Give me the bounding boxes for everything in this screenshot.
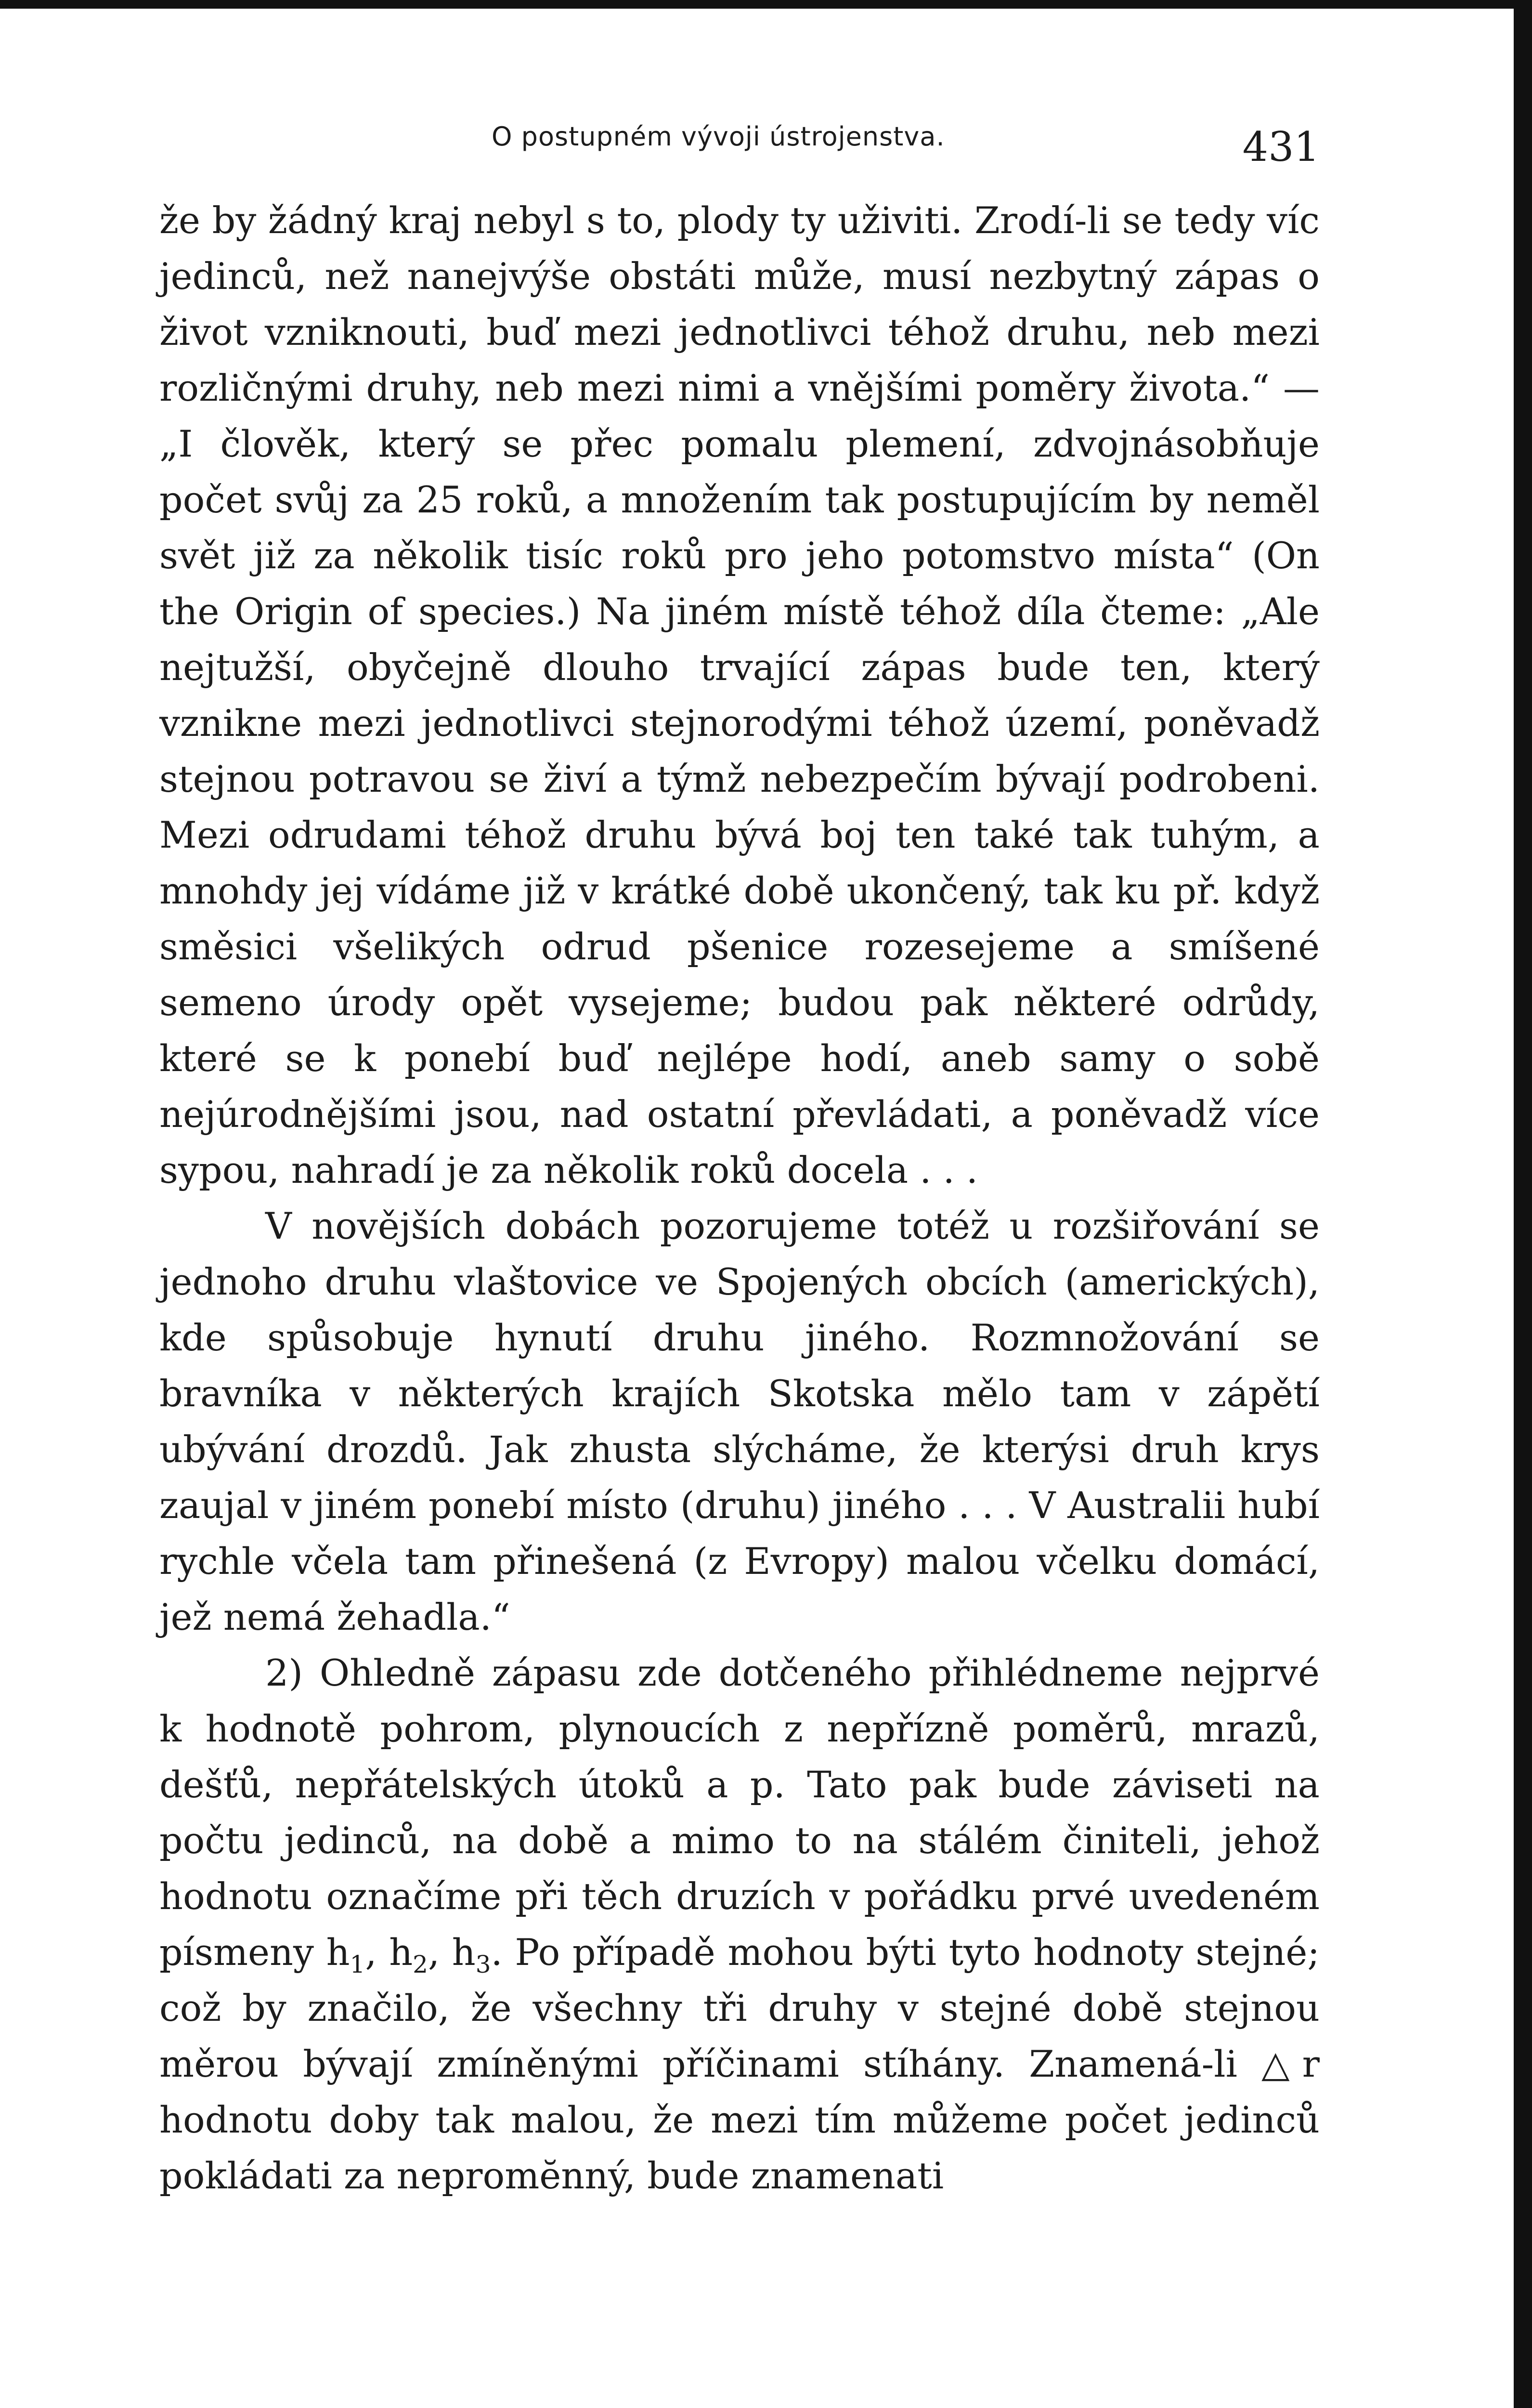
running-title: O postupném vývoji ústrojenstva.	[492, 121, 945, 152]
paragraph-3-part-3: hodnotu doby tak malou, že mezi tím můžeme počet jedinců pokládati za nepromĕnný, bude znamenati	[159, 2098, 1320, 2197]
paragraph-2: V novějších dobách pozorujeme totéž u rozšiřování se jednoho druhu vlaštovice ve Spojených obcích (amerických), kde spůsobuje hynutí druhu jiného. Rozmnožování se bravníka v některých krajích Skotska mělo tam v zápětí ubývání drozdů. Jak zhusta slýcháme, že kterýsi druh krys zaujal v jiném ponebí místo (druhu) jiného . . . V Australii hubí rychle včela tam přinešená (z Evropy) malou včelku domácí, jež nemá žehadla.“	[159, 1204, 1320, 1638]
symbol-h3-letter: h	[452, 1931, 476, 1974]
delta-variable: r	[1302, 2042, 1320, 2085]
running-head	[159, 111, 1320, 193]
symbol-h2	[389, 1931, 428, 1979]
delta-r-symbol	[1261, 2042, 1320, 2085]
paragraph-3	[159, 1645, 1320, 2204]
body-text	[159, 193, 1320, 2204]
separator-2: ,	[428, 1931, 452, 1974]
page-number: 431	[1242, 123, 1320, 170]
symbol-h2-letter: h	[389, 1931, 413, 1974]
scan-edge-top	[0, 0, 1532, 9]
delta-icon: △	[1261, 2042, 1302, 2085]
paragraph-1: že by žádný kraj nebyl s to, plody ty uživiti. Zrodí-li se tedy víc jedinců, než nanejvýše obstáti může, musí nezbytný zápas o život vzniknouti, buď mezi jednotlivci téhož druhu, neb mezi rozličnými druhy, neb mezi nimi a vnějšími poměry života.“ — „I člověk, který se přec pomalu plemení, zdvojnásobňuje počet svůj za 25 roků, a množením tak postupujícím by neměl svět již za několik tisíc roků pro jeho potomstvo místa“ (On the Origin of species.) Na jiném místě téhož díla čteme: „Ale nejtužší, obyčejně dlouho trvající zápas bude ten, který vznikne mezi jednotlivci stejnorodými téhož území, poněvadž stejnou potravou se živí a týmž nebezpečím bývají podrobeni. Mezi odrudami téhož druhu bývá boj ten také tak tuhým, a mnohdy jej vídáme již v krátké době ukončený, tak ku př. když směsici všelikých odrud pšenice rozesejeme a smíšené semeno úrody opět vysejeme; budou pak některé odrůdy, které se k ponebí buď nejlépe hodí, aneb samy o sobě nejúrodnějšími jsou, nad ostatní převládati, a poněvadž více sypou, nahradí je za několik roků docela . . .	[159, 199, 1320, 1191]
symbol-h1-subscript: 1	[350, 1950, 365, 1979]
book-page	[159, 111, 1320, 2204]
symbol-h1-letter: h	[326, 1931, 350, 1974]
paragraph-3-part-1: 2) Ohledně zápasu zde dotčeného přihlédneme nejprvé k hodnotě pohrom, plynoucích z nepřízně poměrů, mrazů, dešťů, nepřátelských útoků a p. Tato pak bude záviseti na počtu jedinců, na době a mimo to na stálém činiteli, jehož hodnotu označíme při těch druzích v pořádku prvé uvedeném písmeny	[159, 1651, 1320, 1974]
separator-1: ,	[365, 1931, 389, 1974]
paragraph-3-part-2: . Po případě mohou býti tyto hodnoty stejné; což by značilo, že všechny tři druhy v stejné době stejnou měrou bývají zmíněnými příčinami stíhány. Znamená-li	[159, 1931, 1320, 2085]
symbol-h1	[326, 1931, 365, 1979]
symbol-h3-subscript: 3	[475, 1950, 491, 1979]
symbol-h2-subscript: 2	[413, 1950, 428, 1979]
symbol-h3	[452, 1931, 491, 1979]
scan-edge-right	[1514, 0, 1532, 2408]
